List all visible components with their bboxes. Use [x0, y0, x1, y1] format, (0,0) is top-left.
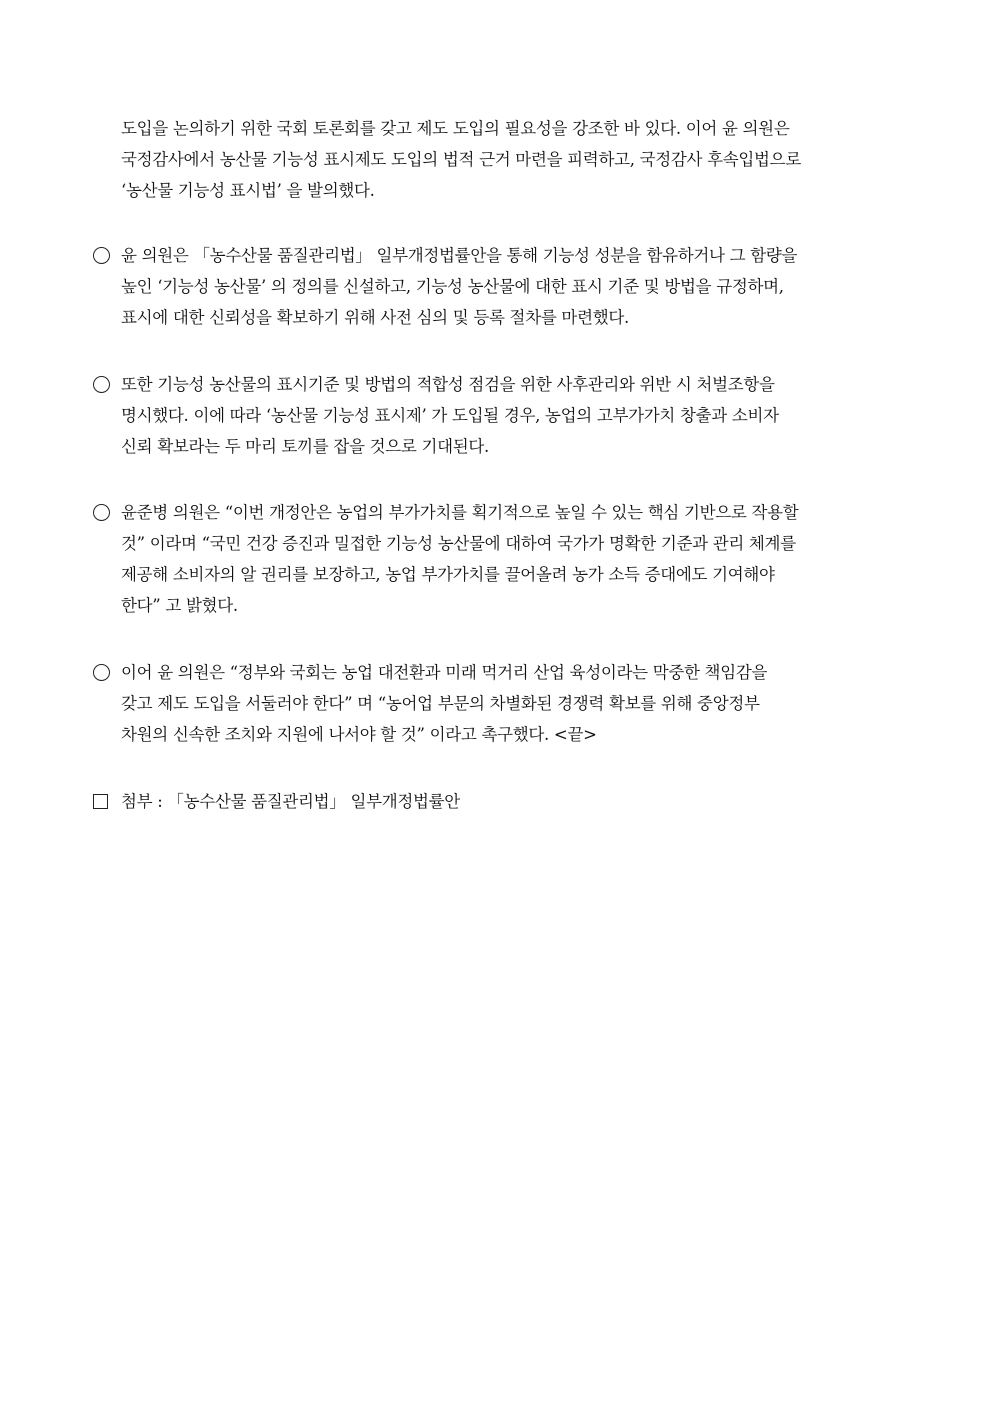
text-line: ‘농산물 기능성 표시법’ 을 발의했다.: [121, 181, 375, 200]
text-line: 표시에 대한 신뢰성을 확보하기 위해 사전 심의 및 등록 절차를 마련했다.: [121, 308, 629, 327]
text-line: 차원의 신속한 조치와 지원에 나서야 할 것” 이라고 촉구했다. <끝>: [121, 725, 597, 744]
bullet-paragraph: [93, 497, 899, 621]
circle-bullet-icon: [93, 657, 121, 688]
continuation-paragraph: [93, 113, 899, 206]
text-line: 높인 ‘기능성 농산물’ 의 정의를 신설하고, 기능성 농산물에 대한 표시 기준 및 방법을 규정하며,: [121, 277, 784, 296]
attachment-line: [93, 786, 899, 817]
text-line: 갖고 제도 도입을 서둘러야 한다” 며 “농어업 부문의 차별화된 경쟁력 확보를 위해 중앙정부: [121, 694, 760, 713]
bullet-paragraph: [93, 369, 899, 462]
bullet-paragraph: [93, 657, 899, 750]
text-line-first: [93, 369, 899, 400]
text-line-first: [93, 786, 899, 817]
circle-bullet-icon: [93, 240, 121, 271]
text-line-first: [93, 497, 899, 528]
text-line: 또한 기능성 농산물의 표시기준 및 방법의 적합성 점검을 위한 사후관리와 위반 시 처벌조항을: [121, 375, 775, 394]
text-line: 윤 의원은 「농수산물 품질관리법」 일부개정법률안을 통해 기능성 성분을 함유하거나 그 함량을: [121, 246, 798, 265]
bullet-paragraph: [93, 240, 899, 333]
text-line: 것” 이라며 “국민 건강 증진과 밀접한 기능성 농산물에 대하여 국가가 명확한 기준과 관리 체계를: [121, 534, 796, 553]
text-line: 이어 윤 의원은 “정부와 국회는 농업 대전환과 미래 먹거리 산업 육성이라는 막중한 책임감을: [121, 663, 768, 682]
text-line: 한다” 고 밝혔다.: [121, 596, 238, 615]
text-line: 국정감사에서 농산물 기능성 표시제도 도입의 법적 근거 마련을 피력하고, 국정감사 후속입법으로: [121, 150, 801, 169]
attachment-text: 첨부 : 「농수산물 품질관리법」 일부개정법률안: [121, 792, 460, 811]
text-line: 도입을 논의하기 위한 국회 토론회를 갖고 제도 도입의 필요성을 강조한 바 있다. 이어 윤 의원은: [121, 119, 790, 138]
text-line-first: [93, 657, 899, 688]
text-line: 윤준병 의원은 “이번 개정안은 농업의 부가가치를 획기적으로 높일 수 있는 핵심 기반으로 작용할: [121, 503, 799, 522]
text-line-first: [93, 240, 899, 271]
circle-bullet-icon: [93, 497, 121, 528]
text-line: 명시했다. 이에 따라 ‘농산물 기능성 표시제’ 가 도입될 경우, 농업의 고부가가치 창출과 소비자: [121, 406, 779, 425]
circle-bullet-icon: [93, 369, 121, 400]
square-bullet-icon: [93, 786, 121, 817]
text-line: 신뢰 확보라는 두 마리 토끼를 잡을 것으로 기대된다.: [121, 437, 489, 456]
text-line: 제공해 소비자의 알 권리를 보장하고, 농업 부가가치를 끌어올려 농가 소득 증대에도 기여해야: [121, 565, 775, 584]
